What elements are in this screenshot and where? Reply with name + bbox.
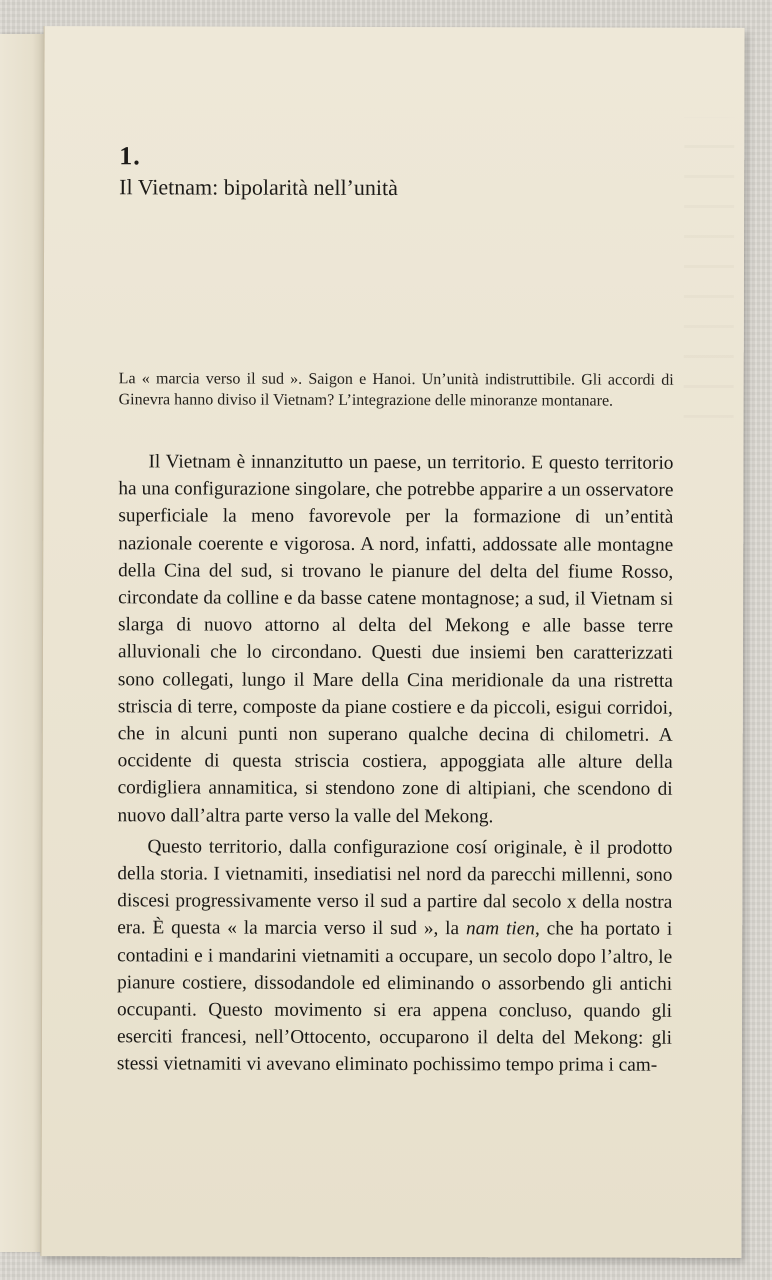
- show-through-text: [684, 118, 735, 418]
- book-page: [40, 26, 744, 1258]
- chapter-number: 1.: [119, 141, 141, 171]
- body-paragraph-1: Il Vietnam è innanzitutto un paese, un territorio. E questo territorio ha una configurazione singolare, che potrebbe apparire a un osservatore superficiale la meno favorevole per la formazione di un’entità nazionale coerente e vigorosa. A nord, infatti, addossate alle montagne della Cina del sud, si trovano le pianure del delta del fiume Rosso, circondate da colline e da basse catene montagnose; a sud, il Vietnam si slarga di nuovo attorno al delta del Mekong e alle basse terre alluvionali che lo circondano. Questi due insiemi ben caratterizzati sono collegati, lungo il Mare della Cina meridionale da una ristretta striscia di terre, composte da piane costiere e da piccoli, esigui corridoi, che in alcuni punti non superano qualche decina di chilometri. A occidente di questa striscia costiera, appoggiata alle alture della cordigliera annamitica, si stendono zone di altipiani, che scendono di nuovo dall’altra parte verso la valle del Mekong.: [117, 451, 674, 827]
- chapter-summary: La « marcia verso il sud ». Saigon e Hanoi. Un’unità indistruttibile. Gli accordi di Ginevra hanno diviso il Vietnam? L’integrazione delle minoranze montanare.: [118, 370, 674, 410]
- paragraph-text: Questo territorio, dalla configurazione cosí originale, è il prodotto della storia. I vietnamiti, insediatisi nel nord da parecchi millenni, sono discesi progressivamente verso il sud a partire dal secolo x della nostra era. È questa « la marcia verso il sud », la: [117, 836, 673, 940]
- page-content: [117, 141, 674, 1079]
- chapter-title: Il Vietnam: bipolarità nell’unità: [119, 174, 398, 201]
- italic-term: nam tien: [465, 918, 535, 940]
- paragraph-text: , che ha portato i contadini e i mandarini vietnamiti a occupare, un secolo dopo l’altro, le pianure costiere, dissodandole ed eliminando o assorbendo gli antichi occupanti. Questo movimento si era appena concluso, quando gli eserciti francesi, nell’Ottocento, occuparono il delta del Mekong: gli stessi vietnamiti vi avevano eliminato pochissimo tempo prima i cam-: [116, 918, 673, 1077]
- body-paragraph-2: [117, 833, 673, 1079]
